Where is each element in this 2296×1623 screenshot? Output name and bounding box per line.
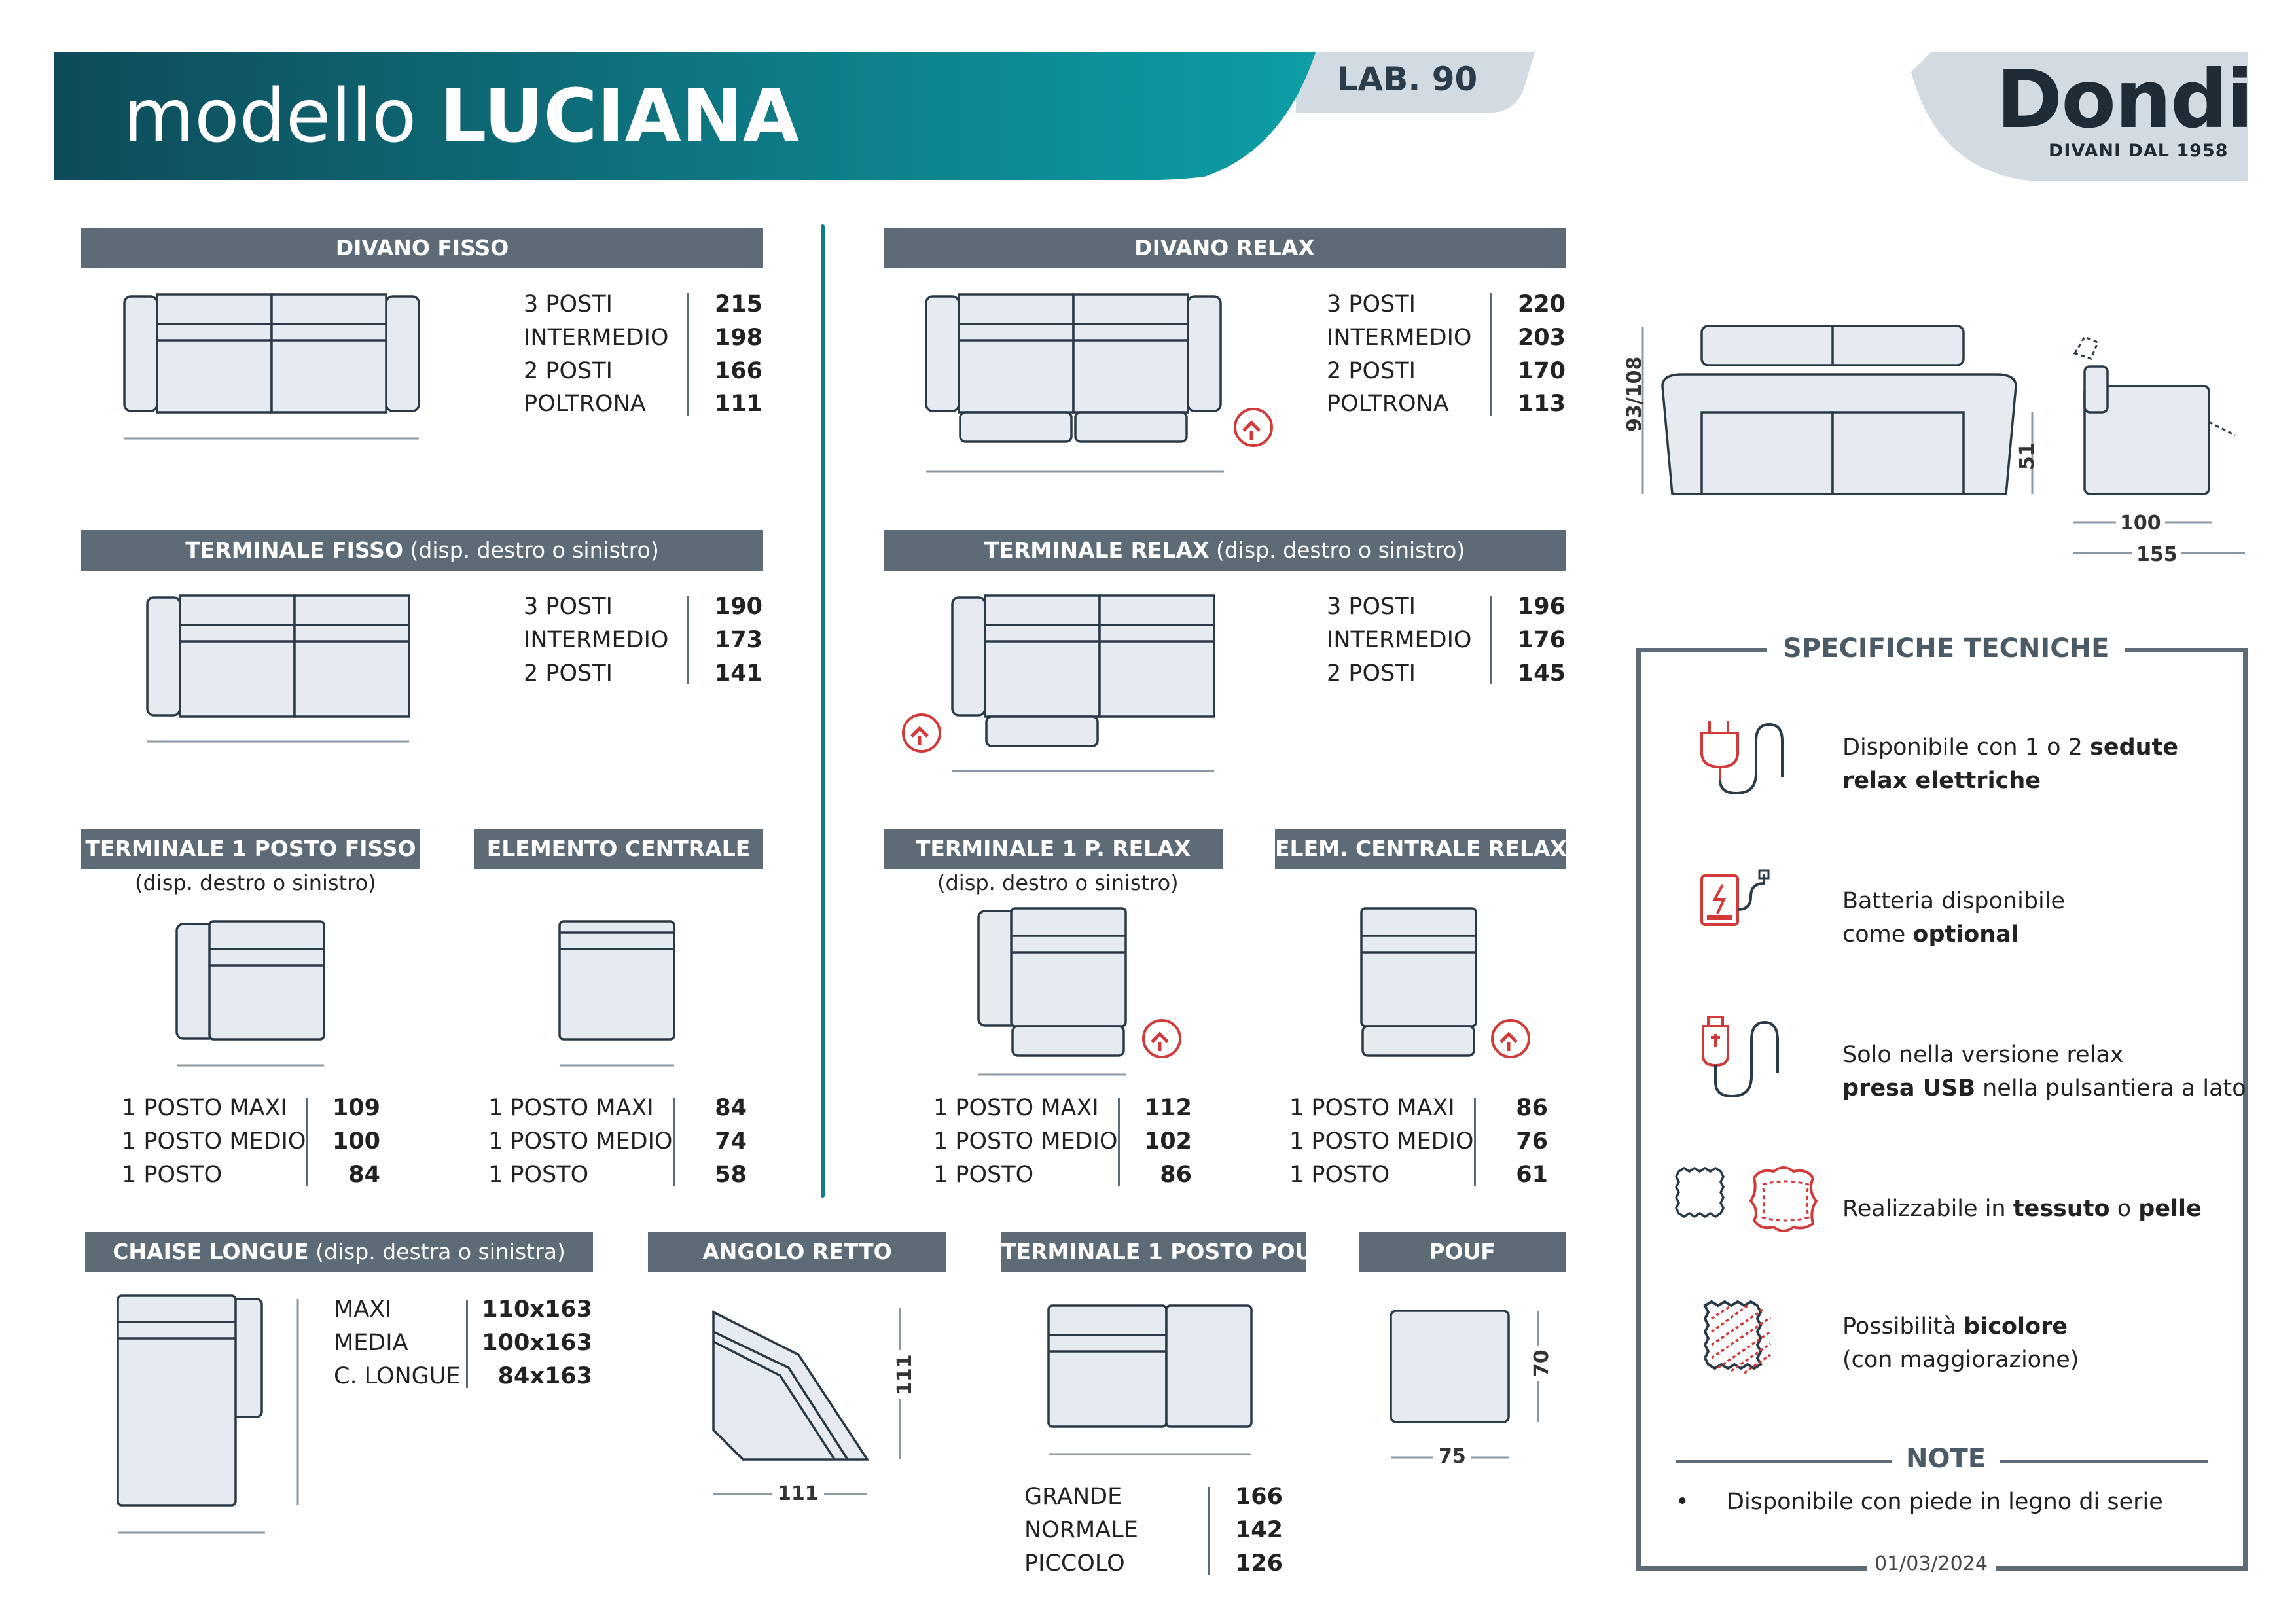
- spec-separator: [1490, 596, 1492, 684]
- terminale-pouf-specs: [1024, 1480, 1283, 1580]
- spec-separator: [1474, 1098, 1476, 1186]
- spec-row: NORMALE 142: [1024, 1516, 1283, 1543]
- note-title: NOTE: [1892, 1444, 2000, 1474]
- section-title-terminale-1-relax: TERMINALE 1 P. RELAX: [884, 829, 1223, 869]
- fabric-leather-icon: [1672, 1162, 1826, 1240]
- battery-icon: [1695, 870, 1793, 962]
- spec-row: 1 POSTO 61: [1289, 1161, 1548, 1188]
- terminale-1-fisso-note: (disp. destro o sinistro): [135, 870, 376, 895]
- section-title-divano-fisso: DIVANO FISSO: [81, 228, 763, 268]
- spec-row: INTERMEDIO 203: [1327, 324, 1566, 351]
- chaise-longue-specs: [334, 1293, 592, 1393]
- spec-row: 2 POSTI 170: [1327, 357, 1566, 384]
- terminale-1-fisso-drawing: [170, 916, 334, 1073]
- spec-row: 3 POSTI 190: [524, 594, 762, 620]
- spec-separator: [1208, 1487, 1210, 1575]
- divano-relax-specs: [1327, 288, 1566, 421]
- terminale-1-relax-drawing: [972, 903, 1201, 1086]
- elem-centrale-relax-drawing: [1355, 903, 1551, 1086]
- spec-row: 2 POSTI 166: [524, 357, 762, 384]
- section-title-elemento-centrale: ELEMENTO CENTRALE: [474, 829, 763, 869]
- divano-fisso-specs: [524, 288, 762, 421]
- terminale-1-fisso-specs: [122, 1092, 380, 1191]
- terminale-pouf-drawing: [1041, 1299, 1263, 1469]
- seat-height-dimension: 51: [2016, 442, 2039, 470]
- section-title-angolo-retto: ANGOLO RETTO: [648, 1232, 946, 1272]
- pouf-height-dimension: 70: [1530, 1346, 1553, 1381]
- electric-relax-icon: [903, 715, 940, 751]
- spec-row: C. LONGUE 84x163: [334, 1363, 592, 1389]
- spec-row: POLTRONA 111: [524, 391, 762, 418]
- spec-row: INTERMEDIO 173: [524, 626, 762, 653]
- spec-separator: [687, 293, 689, 416]
- spec-text-battery: Batteria disponibile come optional: [1842, 888, 2066, 948]
- terminale-fisso-drawing: [141, 592, 429, 749]
- section-title-terminale-1-fisso: TERMINALE 1 POSTO FISSO: [81, 829, 420, 869]
- electric-relax-icon: [1235, 409, 1272, 446]
- terminale-1-relax-specs: [933, 1092, 1192, 1191]
- spec-row: 1 POSTO MEDIO 102: [933, 1128, 1192, 1154]
- spec-separator: [1490, 293, 1492, 416]
- spec-row: 2 POSTI 145: [1327, 660, 1566, 687]
- spec-text-usb: Solo nella versione relax presa USB nella pulsantiera a lato: [1842, 1042, 2246, 1101]
- terminale-1-relax-note: (disp. destro o sinistro): [937, 870, 1179, 895]
- spec-row: MAXI 110x163: [334, 1296, 592, 1323]
- terminale-fisso-specs: [524, 590, 762, 690]
- divano-fisso-drawing: [118, 291, 432, 448]
- spec-row: 3 POSTI 215: [524, 291, 762, 317]
- spec-separator: [466, 1300, 468, 1388]
- spec-row: 1 POSTO MEDIO 100: [122, 1128, 380, 1154]
- spec-row: 1 POSTO MAXI 84: [488, 1095, 747, 1121]
- spec-row: 3 POSTI 220: [1327, 291, 1566, 317]
- brand-tagline: DIVANI DAL 1958: [2049, 141, 2229, 161]
- title-prefix: modello: [123, 74, 417, 159]
- electric-relax-icon: [1143, 1020, 1180, 1057]
- spec-row: MEDIA 100x163: [334, 1329, 592, 1356]
- title-name: LUCIANA: [440, 74, 800, 159]
- elemento-centrale-drawing: [553, 916, 684, 1073]
- lab-label: LAB. 90: [1336, 60, 1478, 98]
- pouf-drawing: [1384, 1306, 1561, 1476]
- section-title-elem-centrale-relax: ELEM. CENTRALE RELAX: [1275, 829, 1566, 869]
- spec-row: GRANDE 166: [1024, 1484, 1283, 1510]
- spec-row: 1 POSTO 58: [488, 1161, 747, 1188]
- terminale-relax-drawing: [897, 592, 1237, 782]
- dimensions-drawing: [1623, 314, 2251, 576]
- section-title-terminale-pouf: TERMINALE 1 POSTO POUF: [1001, 1232, 1306, 1272]
- note-text: Disponibile con piede in legno di serie: [1727, 1489, 2163, 1515]
- section-title-divano-relax: DIVANO RELAX: [884, 228, 1566, 268]
- spec-row: INTERMEDIO 198: [524, 324, 762, 351]
- brand-logo: Dondi: [1996, 53, 2253, 146]
- elem-centrale-relax-specs: [1289, 1092, 1548, 1191]
- section-title-chaise-longue: CHAISE LONGUE (disp. destra o sinistra): [85, 1232, 593, 1272]
- electric-relax-icon: [1492, 1020, 1529, 1057]
- spec-separator: [306, 1098, 308, 1186]
- document-date: 01/03/2024: [1867, 1552, 1996, 1575]
- spec-text-material: Realizzabile in tessuto o pelle: [1842, 1196, 2202, 1222]
- section-title-pouf: POUF: [1359, 1232, 1566, 1272]
- spec-row: 2 POSTI 141: [524, 660, 762, 687]
- spec-text-bicolor: Possibilità bicolore (con maggiorazione): [1842, 1313, 2079, 1373]
- chaise-longue-drawing: [108, 1293, 311, 1544]
- height-dimension: 93/108: [1623, 356, 1646, 432]
- spec-separator: [673, 1098, 675, 1186]
- section-title-terminale-relax: TERMINALE RELAX (disp. destro o sinistro): [884, 530, 1566, 571]
- angolo-height-dimension: 111: [893, 1350, 916, 1399]
- column-divider: [821, 224, 825, 1198]
- usb-icon: [1695, 1014, 1793, 1119]
- specs-title: SPECIFICHE TECNICHE: [1767, 633, 2125, 664]
- spec-separator: [687, 596, 689, 684]
- spec-separator: [1118, 1098, 1120, 1186]
- angolo-width-dimension: 111: [772, 1482, 824, 1505]
- spec-row: 1 POSTO MEDIO 74: [488, 1128, 747, 1154]
- spec-row: 3 POSTI 196: [1327, 594, 1566, 620]
- spec-row: PICCOLO 126: [1024, 1550, 1283, 1577]
- spec-row: 1 POSTO MEDIO 76: [1289, 1128, 1548, 1154]
- plug-icon: [1695, 720, 1793, 812]
- section-title-terminale-fisso: TERMINALE FISSO (disp. destro o sinistro): [81, 530, 763, 571]
- pouf-width-dimension: 75: [1433, 1445, 1471, 1468]
- spec-row: POLTRONA 113: [1327, 391, 1566, 418]
- depth-open-dimension: 155: [2132, 543, 2181, 566]
- angolo-retto-drawing: [707, 1302, 923, 1512]
- spec-row: 1 POSTO MAXI 112: [933, 1095, 1192, 1121]
- terminale-relax-specs: [1327, 590, 1566, 690]
- elemento-centrale-specs: [488, 1092, 747, 1191]
- spec-row: 1 POSTO MAXI 86: [1289, 1095, 1548, 1121]
- spec-text-electric: Disponibile con 1 o 2 sedute relax elettriche: [1842, 734, 2179, 794]
- spec-row: 1 POSTO 86: [933, 1161, 1192, 1188]
- spec-row: INTERMEDIO 176: [1327, 626, 1566, 653]
- divano-relax-drawing: [920, 291, 1293, 481]
- page-title: [123, 71, 799, 162]
- spec-row: 1 POSTO MAXI 109: [122, 1095, 380, 1121]
- bicolor-fabric-icon: [1695, 1296, 1800, 1394]
- spec-row: 1 POSTO 84: [122, 1161, 380, 1188]
- depth-dimension: 100: [2116, 512, 2165, 535]
- note-bullet: •: [1676, 1489, 1689, 1515]
